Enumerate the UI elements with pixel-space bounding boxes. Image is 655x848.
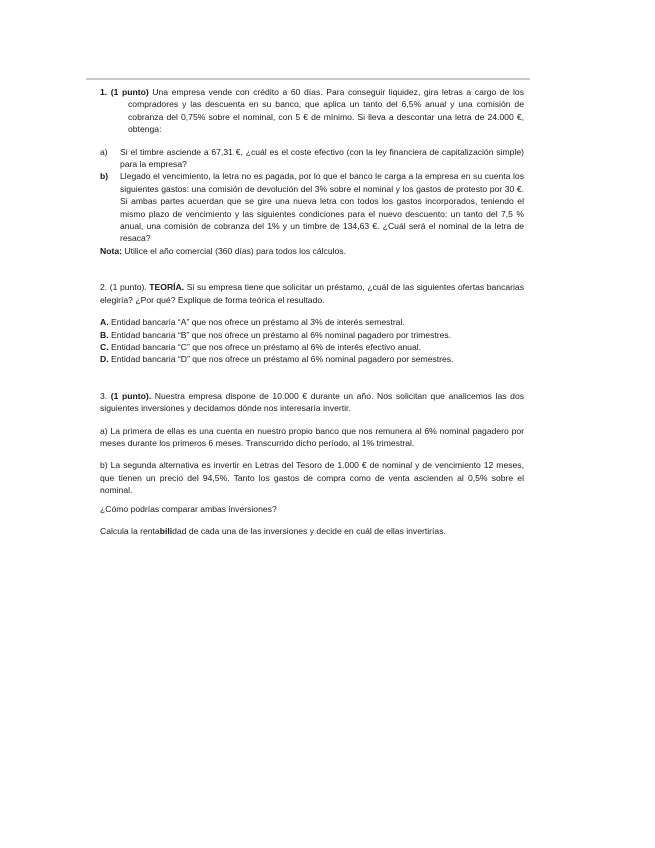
q3-intro-text: Nuestra empresa dispone de 10.000 € durante un año. Nos solicitan que analicemos las dos siguientes inversiones y decidamos dónde nos interesaría invertir. — [100, 390, 525, 414]
q1-note-text: Utilice el año comercial (360 días) para todos los cálculos. — [124, 245, 346, 256]
q2-label: TEORÍA. — [149, 282, 185, 293]
q1-b-text: Llegado el vencimiento, la letra no es pagada, por lo que el banco le carga a la empresa en su cuenta los siguientes gastos: una comisión de devolución del 3% sobre el nominal y los gastos de protesto por 30 €. Si ambas partes acuerdan que se gire una nueva letra con todos los gastos incorporados, teniendo el mismo plazo de vencimiento y las siguientes condiciones para el nuevo descuento: un tanto del 7,5 % anual, una comisión de cobranza del 1% y un timbre de 134,63 €. ¿Cuál será el nominal de la letra de resaca? — [120, 171, 524, 244]
q2-option — [100, 353, 524, 365]
q2-intro-text: Si su empresa tiene que solicitar un préstamo, ¿cuál de las siguientes ofertas bancarias elegiría? ¿Por qué? Explique de forma teórica el resultado. — [100, 282, 524, 305]
top-rule — [86, 78, 530, 80]
document-body — [100, 86, 524, 537]
q1-note — [100, 245, 524, 257]
q1-number: 1. — [100, 87, 108, 97]
q3-question: ¿Cómo podrías comparar ambas inversiones? — [100, 503, 277, 514]
q1-intro-text: Una empresa vende con crédito a 60 días. Para conseguir liquidez, gira letras a cargo de los compradores y las descuenta en su banco, que aplica un tanto del 6,5% anual y una comisión de cobranza del 0,75% sobre el nominal, con 5 € de mínimo. Si lleva a descontar una letra de 24.000 €, obtenga: — [128, 87, 525, 135]
q3-part-a: a) La primera de ellas es una cuenta en nuestro propio banco que nos remunera al 6% nominal pagadero por meses durante los primeros 6 meses. Transcurrido dicho período, al 1% trimestral. — [100, 425, 524, 448]
q2-option-text: Entidad bancaria “B” que nos ofrece un préstamo al 6% nominal pagadero por trimestres. — [110, 329, 452, 340]
q1-b-label: b) — [100, 171, 109, 182]
q2-option-text: Entidad bancaria “D” que nos ofrece un préstamo al 6% nominal pagadero por semestres. — [110, 354, 454, 365]
q2-option-text: Entidad bancaria “A” que nos ofrece un préstamo al 3% de interés semestral. — [110, 317, 405, 328]
q3-intro — [100, 390, 524, 415]
q2-option-letter: D. — [100, 354, 109, 365]
q1-note-label: Nota: — [100, 245, 122, 256]
q3-number: 3. — [100, 390, 108, 401]
q2-number: 2. — [100, 282, 108, 293]
q3-final-pre: Calcula la renta — [100, 525, 160, 536]
q3-final-post: dad de cada una de las inversiones y decide en cuál de ellas invertirías. — [172, 525, 446, 536]
q2-option-letter: C. — [100, 341, 109, 352]
q2-option-text: Entidad bancaria “C” que nos ofrece un préstamo al 6% de interés efectivo anual. — [110, 341, 422, 352]
q2-option-letter: B. — [100, 329, 109, 340]
q3-final-bold: bili — [159, 525, 173, 536]
q3-part-b: b) La segunda alternativa es invertir en Letras del Tesoro de 1.000 € de nominal y de vencimiento 12 meses, que tienen un precio del 94,5%. Tanto los gastos de compra como de venta ascienden al 0,5% sobre el nominal. — [100, 460, 524, 496]
q1-intro — [100, 86, 524, 136]
q2-points: (1 punto). — [109, 282, 147, 293]
q1-part-b — [100, 170, 524, 244]
q2-option — [100, 329, 524, 341]
q1-a-text: Si el timbre asciende a 67,31 €, ¿cuál es el coste efectivo (con la ley financiera de capitalización simple) para la empresa? — [120, 146, 524, 170]
q2-option — [100, 341, 524, 353]
q3-points: (1 punto). — [110, 390, 152, 401]
q1-a-label: a) — [100, 146, 108, 157]
q1-part-a — [100, 146, 524, 171]
q2-option — [100, 316, 524, 328]
q2-intro — [100, 281, 524, 306]
q1-points: (1 punto) — [110, 87, 149, 97]
q2-option-letter: A. — [100, 317, 109, 328]
q3-final-instruction — [100, 525, 524, 537]
